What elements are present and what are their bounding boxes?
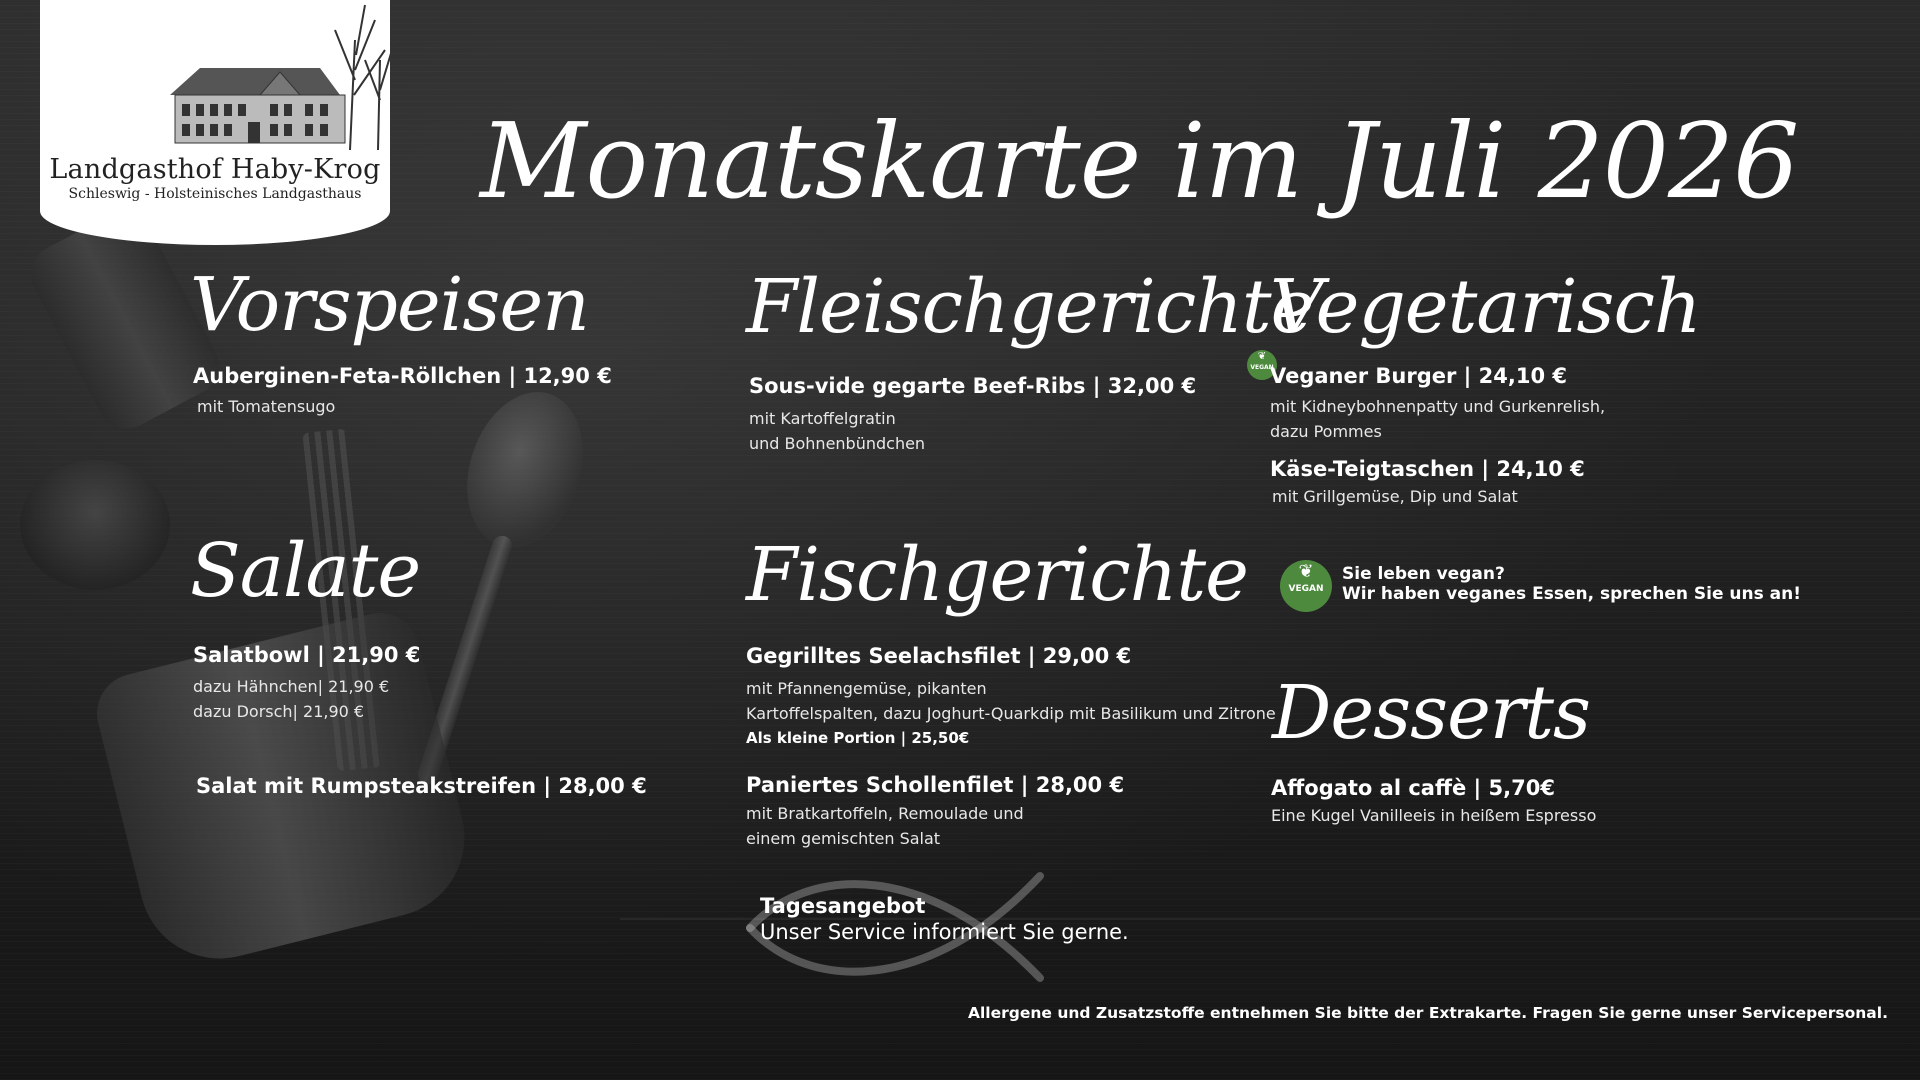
menu-item-description: Kartoffelspalten, dazu Joghurt-Quarkdip mit Basilikum und Zitrone	[746, 704, 1276, 723]
vegan-note	[1342, 564, 1801, 604]
farmhouse-illustration-icon	[130, 0, 420, 150]
allergen-footer-note: Allergene und Zusatzstoffe entnehmen Sie bitte der Extrakarte. Fragen Sie gerne unser Servicepersonal.	[968, 1004, 1888, 1022]
logo-name: Landgasthof Haby-Krog	[49, 154, 381, 185]
tagesangebot-text: Unser Service informiert Sie gerne.	[760, 920, 1129, 944]
tagesangebot-title: Tagesangebot	[760, 894, 926, 918]
menu-item-description: mit Tomatensugo	[197, 397, 336, 416]
menu-item-description: dazu Pommes	[1270, 422, 1382, 441]
menu-item-description: mit Kartoffelgratin	[749, 409, 896, 428]
menu-item-description: mit Grillgemüse, Dip und Salat	[1272, 487, 1518, 506]
menu-item-title: Veganer Burger | 24,10 €	[1270, 364, 1567, 388]
menu-item-description: mit Pfannengemüse, pikanten	[746, 679, 987, 698]
menu-item-description: mit Bratkartoffeln, Remoulade und	[746, 804, 1024, 823]
menu-item-title: Auberginen-Feta-Röllchen | 12,90 €	[193, 364, 612, 388]
leaf-icon: ❦	[1257, 351, 1267, 362]
menu-item-description: einem gemischten Salat	[746, 829, 941, 848]
vegan-note-line: Sie leben vegan?	[1342, 564, 1505, 584]
section-title-vorspeisen: Vorspeisen	[190, 262, 589, 348]
pepper-grinder-decoration	[20, 460, 170, 590]
menu-item-description: mit Kidneybohnenpatty und Gurkenrelish,	[1270, 397, 1606, 416]
menu-item-title: Affogato al caffè | 5,70€	[1271, 776, 1555, 800]
section-title-fischgerichte: Fischgerichte	[746, 532, 1248, 618]
menu-item-title: Salat mit Rumpsteakstreifen | 28,00 €	[196, 774, 647, 798]
menu-item-title: Paniertes Schollenfilet | 28,00 €	[746, 773, 1125, 797]
logo	[40, 0, 390, 245]
page-title: Monatskarte im Juli 2026	[480, 100, 1799, 222]
section-title-fleischgerichte: Fleischgerichte	[746, 264, 1314, 350]
menu-item-description: und Bohnenbündchen	[749, 434, 926, 453]
section-title-vegetarisch: Vegetarisch	[1270, 264, 1701, 350]
menu-item-description: dazu Hähnchen| 21,90 €	[193, 677, 390, 696]
menu-item-title: Käse-Teigtaschen | 24,10 €	[1270, 457, 1585, 481]
menu-item-description: dazu Dorsch| 21,90 €	[193, 702, 365, 721]
logo-subtitle: Schleswig - Holsteinisches Landgasthaus	[68, 186, 362, 202]
menu-item-title: Sous-vide gegarte Beef-Ribs | 32,00 €	[749, 374, 1197, 398]
vegan-note-line: Wir haben veganes Essen, sprechen Sie uns an!	[1342, 584, 1801, 604]
vegan-badge-label: VEGAN	[1288, 584, 1324, 594]
vegan-badge	[1280, 560, 1332, 612]
section-title-desserts: Desserts	[1272, 670, 1590, 756]
menu-item-title: Salatbowl | 21,90 €	[193, 643, 421, 667]
spoon-decoration	[448, 377, 602, 563]
leaf-icon: ❦	[1298, 561, 1314, 582]
menu-item-portion-note: Als kleine Portion | 25,50€	[746, 729, 970, 747]
section-title-salate: Salate	[190, 528, 421, 614]
vegan-badge-label: VEGAN	[1250, 364, 1274, 371]
menu-item-title: Gegrilltes Seelachsfilet | 29,00 €	[746, 644, 1132, 668]
menu-item-description: Eine Kugel Vanilleeis in heißem Espresso	[1271, 806, 1597, 825]
